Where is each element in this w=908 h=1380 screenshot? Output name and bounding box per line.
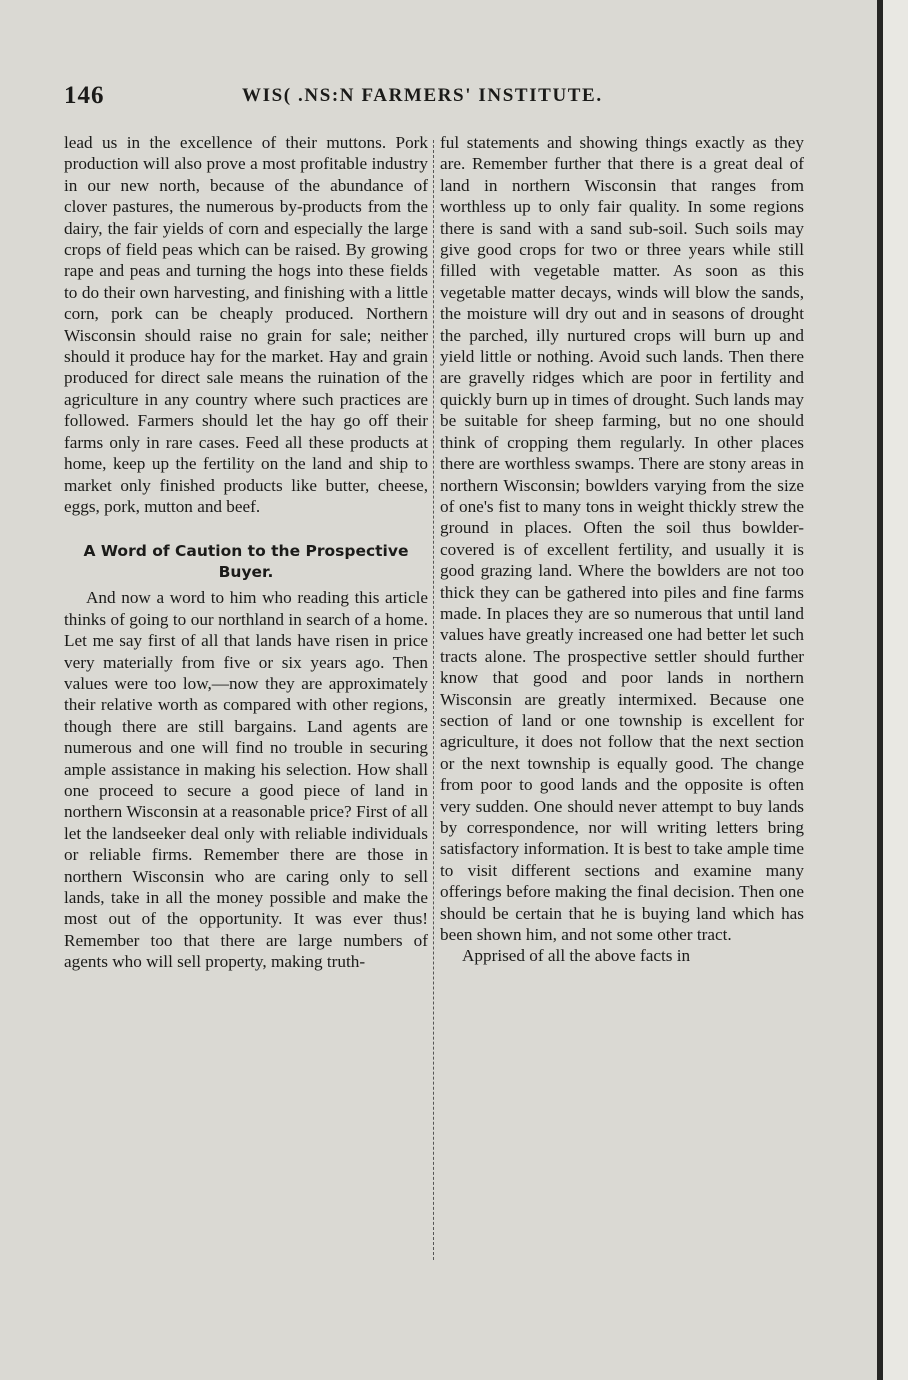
page-header	[64, 82, 804, 112]
running-title: WIS( .NS:N FARMERS' INSTITUTE.	[242, 85, 603, 106]
right-paragraph-1: ful statements and showing things exactly as they are. Remember further that there is a great deal of land in northern Wisconsin that ranges from worthless up to only fair quality. In some regions there is sand with a sand sub-soil. Such soils may give good crops for two or three years while still filled with vegetable matter. As soon as this vegetable matter decays, winds will blow the sands, the moisture will dry out and in seasons of drought the parched, illy nurtured crops will burn up and yield little or nothing. Avoid such lands. Then there are gravelly ridges which are poor in fertility and quickly burn up in times of drought. Such lands may be suitable for sheep farming, but no one should think of cropping them regularly. In other places there are worthless swamps. There are stony areas in northern Wisconsin; bowlders varying from the size of one's fist to many tons in weight thickly strew the ground in places. Often the soil thus bowlder-covered is of excellent fertility, and usually it is good grazing land. Where the bowlders are not too thick they can be gathered into piles and fine farms made. In places they are so numerous that until land values have greatly increased one had better let such tracts alone. The prospective settler should further know that good and poor lands in northern Wisconsin are greatly intermixed. Because one section of land or one township is excellent for agriculture, it does not follow that the next section or the next township is equally good. The change from poor to good lands and the opposite is often very sudden. One should never attempt to buy lands by correspondence, nor will writing letters bring satisfactory information. It is best to take ample time to visit different sections and examine many offerings before making the final decision. Then one should be certain that he is buying land which has been shown him, and not some other tract.	[440, 133, 804, 945]
section-heading: A Word of Caution to the Prospective Buyer.	[83, 542, 409, 582]
column-divider	[433, 140, 435, 1260]
right-column	[440, 132, 804, 967]
left-paragraph-1: lead us in the excellence of their muttons. Pork production will also prove a most profitable industry in our new north, because of the abundance of clover pastures, the numerous by-products from the dairy, the fair yields of corn and especially the large crops of field peas which can be raised. By growing rape and peas and turning the hogs into these fields to do their own harvesting, and finishing with a little corn, pork can be cheaply produced. Northern Wisconsin should raise no grain for sale; neither should it produce hay for the market. Hay and grain produced for direct sale means the ruination of the agriculture in any country where such practices are followed. Farmers should let the hay go off their farms only in rare cases. Feed all these products at home, keep up the fertility on the land and ship to market only finished products like butter, cheese, eggs, pork, mutton and beef.	[64, 133, 428, 516]
right-paragraph-2: Apprised of all the above facts in	[462, 946, 691, 966]
page-margin	[883, 0, 908, 1380]
left-column	[64, 132, 428, 973]
left-paragraph-2: And now a word to him who reading this article thinks of going to our northland in search of a home. Let me say first of all that lands have risen in price very materially from five or six years ago. Then values were too low,—now they are approximately their relative worth as compared with other regions, though there are still bargains. Land agents are numerous and one will find no trouble in securing ample assistance in making his selection. How shall one proceed to secure a good piece of land in northern Wisconsin at a reasonable price? First of all let the landseeker deal only with reliable individuals or reliable firms. Remember there are those in northern Wisconsin who are caring only to sell lands, take in all the money possible and make the most out of the opportunity. It was ever thus! Remember too that there are large numbers of agents who will sell property, making truth-	[64, 588, 428, 972]
page-number: 146	[64, 82, 105, 109]
